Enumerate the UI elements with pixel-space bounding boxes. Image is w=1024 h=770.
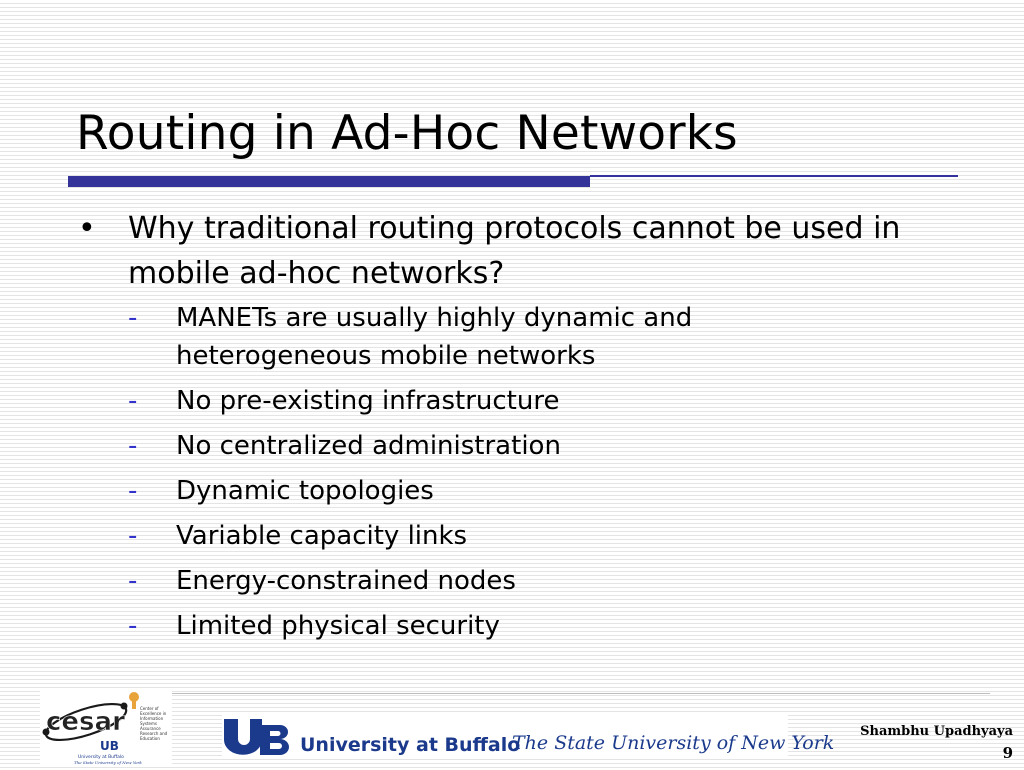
sub-bullet-text: No pre-existing infrastructure [176, 386, 560, 416]
title-underline-thick [68, 176, 590, 187]
title-underline-thin [590, 175, 958, 177]
footer-divider [170, 693, 990, 694]
sub-bullet-marker: - [128, 611, 138, 641]
sub-bullet-marker: - [128, 476, 138, 506]
sub-bullet-marker: - [128, 386, 138, 416]
cesar-caption-line: Research and [140, 731, 168, 736]
cesar-sub-caption: University at Buffalo [78, 755, 124, 760]
main-bullet-text: Why traditional routing protocols cannot be used in mobile ad-hoc networks? [128, 211, 901, 291]
sub-bullet-marker: - [128, 566, 138, 596]
cesar-caption-line: Excellence in [140, 711, 167, 716]
cesar-sub-caption2: The State University of New York [74, 760, 142, 765]
author-name: Shambhu Upadhyaya [860, 724, 1013, 739]
slide-title: Routing in Ad-Hoc Networks [76, 106, 738, 161]
svg-text:UB: UB [100, 739, 119, 753]
sub-bullet-marker: - [128, 521, 138, 551]
sub-bullet-text: Dynamic topologies [176, 476, 434, 506]
cesar-wordmark: cesar [46, 707, 125, 737]
sub-bullet-text: Limited physical security [176, 611, 500, 641]
sub-bullet-text: MANETs are usually highly dynamic and heterogeneous mobile networks [176, 303, 693, 371]
cesar-logo-icon [40, 688, 172, 766]
sub-bullet-text: Variable capacity links [176, 521, 468, 551]
sub-bullet-text: No centralized administration [176, 431, 561, 461]
sub-bullet-marker: - [128, 431, 138, 461]
sub-bullet-text: Energy-constrained nodes [176, 566, 516, 596]
ub-tagline: The State University of New York [512, 732, 835, 754]
page-number: 9 [1002, 744, 1013, 762]
ub-monogram-icon [222, 715, 294, 759]
cesar-caption-line: Center of [140, 706, 159, 711]
main-bullet-marker: • [78, 211, 96, 246]
cesar-logo [40, 688, 172, 766]
cesar-caption-line: Assurance [140, 726, 161, 731]
ub-logo [222, 715, 835, 759]
cesar-caption-line: Information [140, 716, 164, 721]
ub-name: University at Buffalo [300, 734, 521, 756]
sub-bullet-marker: - [128, 303, 138, 333]
cesar-caption-line: Systems [140, 721, 157, 726]
cesar-caption-line: Education [140, 736, 160, 741]
